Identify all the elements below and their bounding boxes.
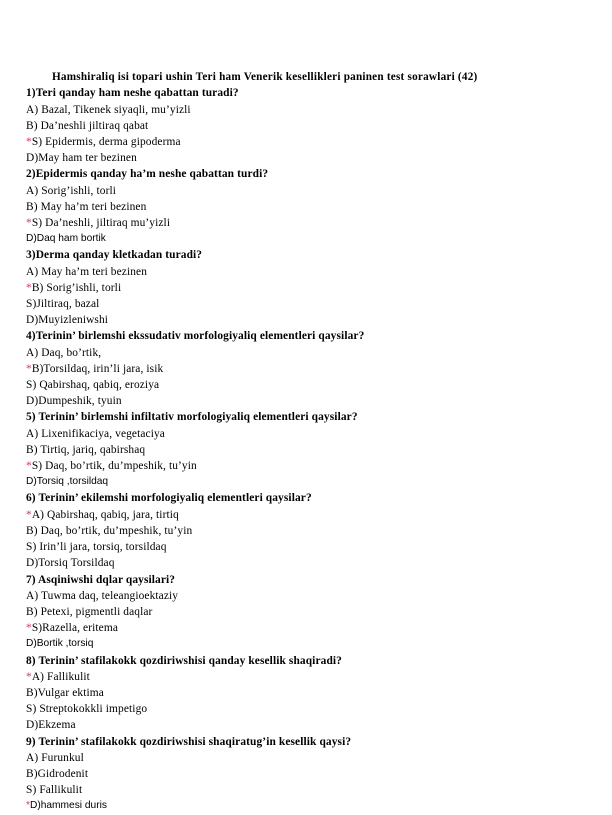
answer-option-text: A) May ha’m teri bezinen — [26, 265, 148, 278]
answer-option[interactable] — [26, 782, 572, 798]
correct-answer-marker: * — [26, 670, 32, 683]
correct-answer-marker: * — [26, 508, 32, 521]
answer-option-text: D)Ekzema — [26, 719, 76, 732]
answer-option[interactable] — [26, 766, 572, 782]
answer-option-text: D)Dumpeshik, tyuin — [26, 395, 122, 408]
answer-option-correct[interactable] — [26, 134, 572, 150]
answer-option[interactable] — [26, 231, 572, 247]
answer-option-correct[interactable] — [26, 458, 572, 474]
answer-option-text: B) Petexi, pigmentli daqlar — [26, 605, 153, 618]
correct-answer-marker: * — [26, 281, 32, 294]
answer-option-text: D)Bortik ,torsiq — [26, 638, 94, 650]
answer-option-text: B) Da’neshli jiltiraq qabat — [26, 119, 149, 132]
answer-option[interactable] — [26, 636, 572, 652]
answer-option-text: D)hammesi duris — [29, 800, 107, 812]
question-heading: 1)Teri qanday ham neshe qabattan turadi? — [26, 87, 239, 100]
answer-option[interactable] — [26, 539, 572, 555]
question-heading: 5) Terinin’ birlemshi infiltativ morfologiyaliq elementleri qaysilar? — [26, 411, 358, 424]
question-block — [26, 328, 572, 409]
answer-option-text: A) Bazal, Tikenek siyaqli, mu’yizli — [26, 103, 191, 116]
question-heading: 4)Terinin’ birlemshi ekssudativ morfologiyaliq elementleri qaysilar? — [26, 330, 365, 343]
answer-option[interactable] — [26, 474, 572, 490]
question-heading: 2)Epidermis qanday ha’m neshe qabattan turdi? — [26, 168, 269, 181]
answer-option-correct[interactable] — [26, 361, 572, 377]
correct-answer-marker: * — [26, 460, 32, 473]
document-title: Hamshiraliq isi topari ushin Teri ham Venerik kesellikleri paninen test sorawlari (42) — [52, 71, 478, 83]
answer-option-text: D)May ham ter bezinen — [26, 152, 137, 165]
answer-option[interactable] — [26, 296, 572, 312]
question-block — [26, 166, 572, 247]
answer-option[interactable] — [26, 118, 572, 134]
answer-option[interactable] — [26, 264, 572, 280]
answer-option[interactable] — [26, 312, 572, 328]
answer-option-text: A) Qabirshaq, qabiq, jara, tirtiq — [31, 508, 179, 521]
answer-option[interactable] — [26, 102, 572, 118]
correct-answer-marker: * — [26, 800, 30, 812]
answer-option[interactable] — [26, 183, 572, 199]
answer-option-text: B)Gidrodenit — [26, 767, 89, 780]
answer-option-text: A) Lixenifikaciya, vegetaciya — [26, 427, 165, 440]
question-block — [26, 572, 572, 653]
answer-option-text: A) Furunkul — [26, 751, 84, 764]
answer-option-correct[interactable] — [26, 507, 572, 523]
correct-answer-marker: * — [26, 622, 32, 635]
answer-option[interactable] — [26, 199, 572, 215]
answer-option[interactable] — [26, 750, 572, 766]
question-block — [26, 490, 572, 571]
answer-option-correct[interactable] — [26, 798, 572, 814]
answer-option-text: A) Tuwma daq, teleangioektaziy — [26, 589, 179, 602]
answer-option-text: S) Fallikulit — [26, 784, 83, 797]
answer-option-text: S) Epidermis, derma gipoderma — [31, 136, 181, 149]
question-heading: 7) Asqiniwshi dqlar qaysilari? — [26, 573, 176, 586]
answer-option-text: A) Fallikulit — [31, 670, 90, 683]
question-block — [26, 85, 572, 166]
answer-option-text: D)Torsiq ,torsildaq — [26, 476, 109, 488]
answer-option[interactable] — [26, 717, 572, 733]
question-block — [26, 247, 572, 328]
answer-option-correct[interactable] — [26, 215, 572, 231]
answer-option-text: D)Daq ham bortik — [26, 233, 106, 245]
question-block — [26, 734, 572, 815]
correct-answer-marker: * — [26, 136, 32, 149]
answer-option[interactable] — [26, 393, 572, 409]
answer-option-correct[interactable] — [26, 620, 572, 636]
answer-option-text: D)Torsiq Torsildaq — [26, 557, 115, 570]
answer-option-text: A) Daq, bo’rtik, — [26, 346, 102, 359]
answer-option[interactable] — [26, 588, 572, 604]
question-heading: 8) Terinin’ stafilakokk qozdiriwshisi qanday kesellik shaqiradi? — [26, 654, 342, 667]
question-heading: 9) Terinin’ stafilakokk qozdiriwshisi shaqiratug’in kesellik qaysi? — [26, 735, 352, 748]
answer-option[interactable] — [26, 604, 572, 620]
question-block — [26, 409, 572, 490]
question-block — [26, 653, 572, 734]
answer-option-text: S)Jiltiraq, bazal — [26, 298, 100, 311]
answer-option-text: S) Da’neshli, jiltiraq mu’yizli — [31, 217, 171, 230]
answer-option[interactable] — [26, 377, 572, 393]
answer-option-text: S)Razella, eritema — [31, 622, 118, 635]
answer-option[interactable] — [26, 523, 572, 539]
answer-option-text: S) Qabirshaq, qabiq, eroziya — [26, 379, 160, 392]
answer-option-text: B) Sorig’ishli, torli — [31, 281, 122, 294]
answer-option-text: A) Sorig’ishli, torli — [26, 184, 117, 197]
answer-option-text: S) Daq, bo’rtik, du’mpeshik, tu’yin — [31, 460, 197, 473]
question-heading: 6) Terinin’ ekilemshi morfologiyaliq elementleri qaysilar? — [26, 492, 312, 505]
answer-option-text: B) Tirtiq, jariq, qabirshaq — [26, 443, 146, 456]
answer-option[interactable] — [26, 685, 572, 701]
answer-option-correct[interactable] — [26, 669, 572, 685]
question-heading: 3)Derma qanday kletkadan turadi? — [26, 249, 203, 262]
answer-option-text: D)Muyizleniwshi — [26, 314, 109, 327]
answer-option[interactable] — [26, 442, 572, 458]
answer-option[interactable] — [26, 150, 572, 166]
answer-option-text: B)Vulgar ektima — [26, 686, 104, 699]
answer-option-correct[interactable] — [26, 280, 572, 296]
correct-answer-marker: * — [26, 362, 32, 375]
answer-option[interactable] — [26, 701, 572, 717]
answer-option[interactable] — [26, 555, 572, 571]
answer-option-text: B)Torsildaq, irin’li jara, isik — [31, 362, 164, 375]
answer-option-text: S) Irin’li jara, torsiq, torsildaq — [26, 541, 167, 554]
answer-option-text: B) May ha’m teri bezinen — [26, 200, 147, 213]
question-list — [26, 85, 572, 814]
correct-answer-marker: * — [26, 217, 32, 230]
answer-option[interactable] — [26, 426, 572, 442]
answer-option-text: B) Daq, bo’rtik, du’mpeshik, tu’yin — [26, 524, 193, 537]
answer-option-text: S) Streptokokkli impetigo — [26, 703, 148, 716]
answer-option[interactable] — [26, 345, 572, 361]
